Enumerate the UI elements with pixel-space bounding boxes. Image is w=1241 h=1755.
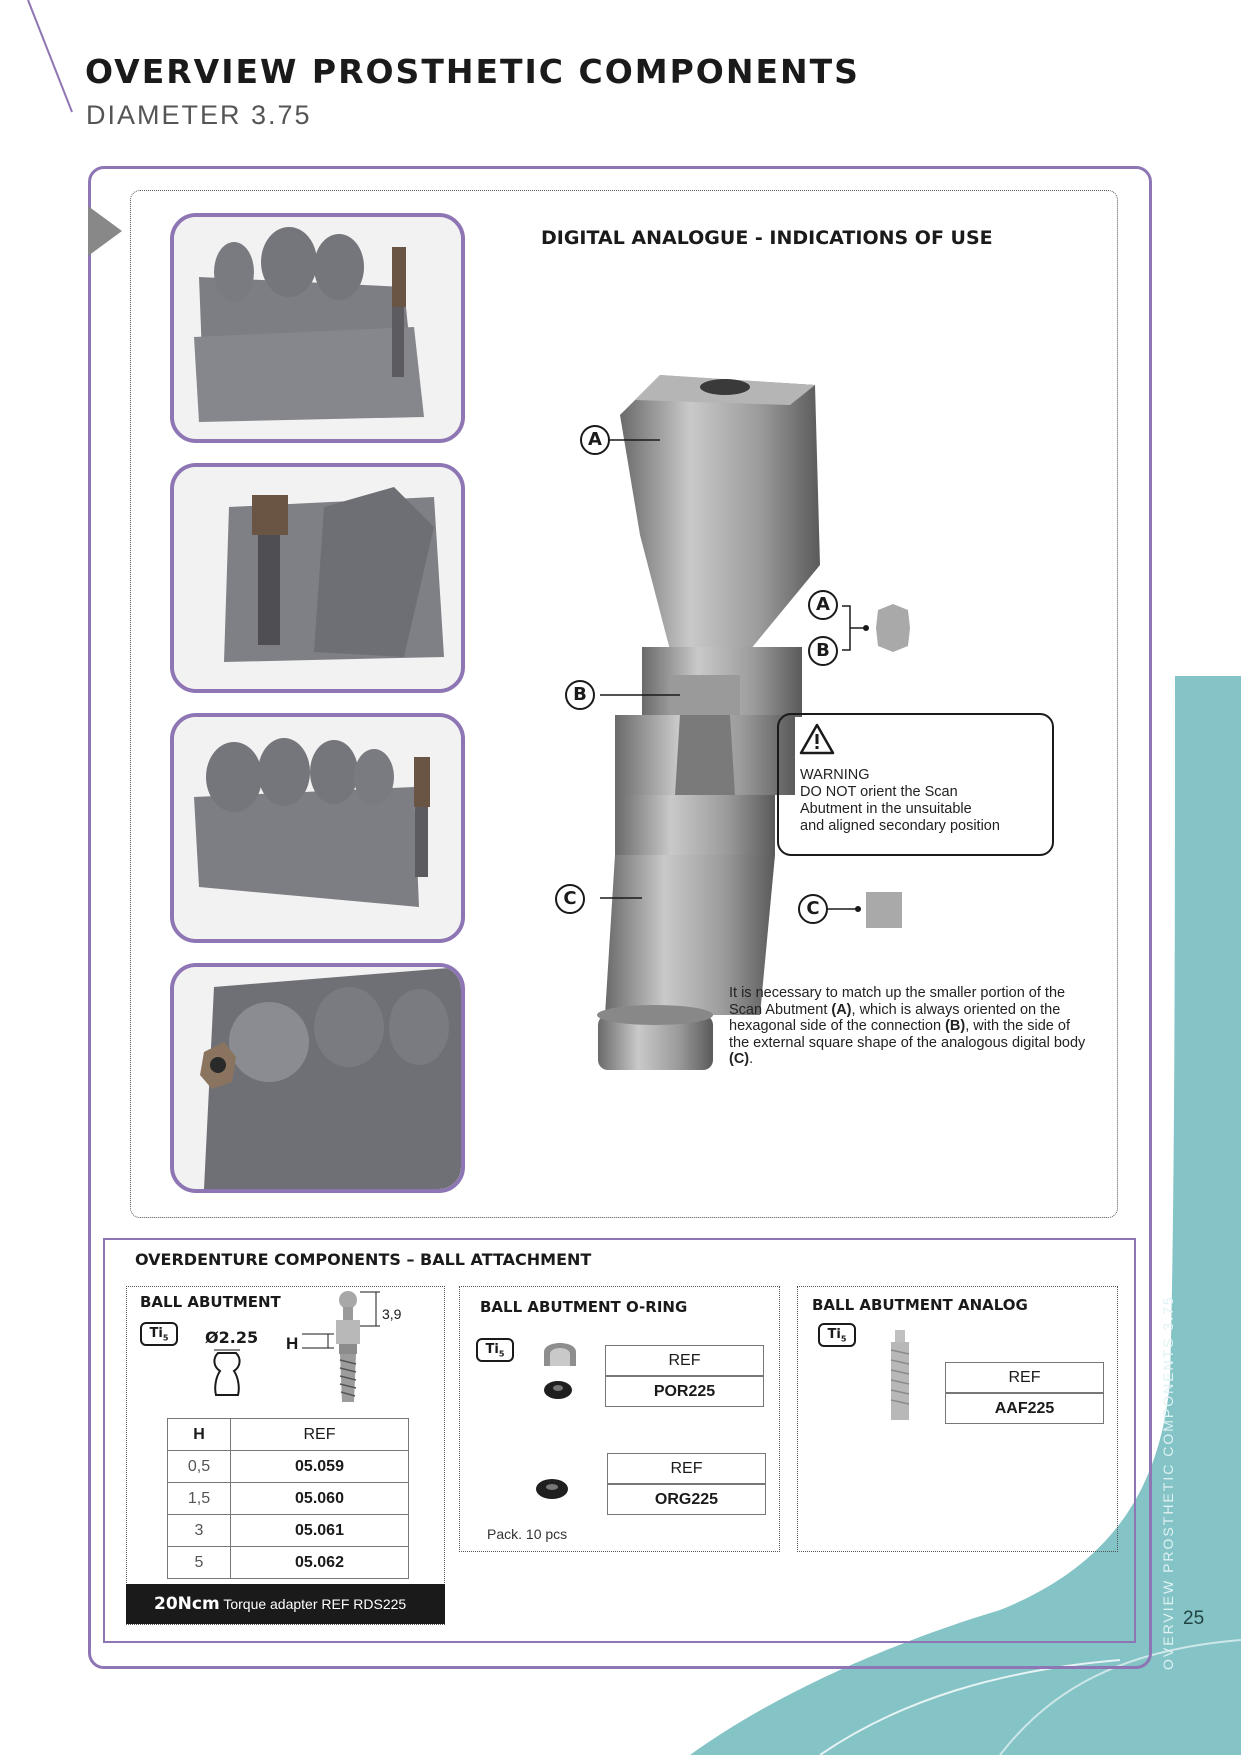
- warning-line: Abutment in the unsuitable: [800, 801, 972, 817]
- analog-title: BALL ABUTMENT ANALOG: [812, 1296, 1028, 1314]
- dimension-label: 3,9: [382, 1306, 402, 1322]
- info-ref-b: (B): [945, 1018, 966, 1034]
- oring-ref-label-2: REF: [607, 1453, 766, 1484]
- material-badge: $Ti_5$: [476, 1338, 514, 1362]
- warning-text: [800, 767, 1000, 835]
- hexagon-connector: [838, 596, 918, 660]
- ball-abutment-title: BALL ABUTMENT: [140, 1293, 281, 1311]
- model-photo-2: [170, 463, 465, 693]
- material-badge: $Ti_5$: [140, 1322, 178, 1346]
- sidebar-section-label: [1160, 1295, 1184, 1670]
- page-number: 25: [1183, 1608, 1205, 1629]
- info-text-part: .: [749, 1051, 754, 1067]
- ball-abutment-illustration: [300, 1290, 420, 1415]
- row-h: 0,5: [168, 1451, 231, 1483]
- warning-line: DO NOT orient the Scan: [800, 784, 958, 800]
- callout-a: A: [580, 425, 610, 455]
- h-label: H: [286, 1334, 299, 1353]
- callout-c: C: [555, 884, 585, 914]
- torque-text: Torque adapter REF RDS225: [223, 1596, 407, 1612]
- header-ref: REF: [231, 1419, 409, 1451]
- sidebar-label-text: OVERVIEW PROSTHETIC COMPONENTS 3.75: [1160, 1295, 1176, 1670]
- info-ref-c: (C): [729, 1051, 750, 1067]
- dental-model-image: [174, 717, 461, 939]
- pack-label: Pack. 10 pcs: [487, 1526, 568, 1542]
- model-photo-1: [170, 213, 465, 443]
- legend-callout-c: C: [798, 894, 828, 924]
- row-h: 1,5: [168, 1483, 231, 1515]
- torque-value: 20Ncm: [154, 1594, 220, 1614]
- info-text-part: , which is always oriented on the hexagonal side of the connection: [729, 1001, 1061, 1034]
- info-text-part: It is necessary to match up the smaller portion of the Scan Abutment: [729, 985, 1066, 1018]
- legend-callout-a: A: [808, 590, 838, 620]
- header-h: H: [168, 1419, 231, 1451]
- analog-ref-label: REF: [945, 1362, 1104, 1393]
- row-ref: 05.061: [231, 1515, 409, 1547]
- model-photo-3: [170, 713, 465, 943]
- oring-icon: [532, 1474, 572, 1504]
- row-ref: 05.062: [231, 1547, 409, 1579]
- legend-callout-b: B: [808, 636, 838, 666]
- row-ref: 05.059: [231, 1451, 409, 1483]
- table-header-row: [168, 1419, 409, 1451]
- overdenture-title: OVERDENTURE COMPONENTS – BALL ATTACHMENT: [135, 1250, 592, 1269]
- square-shape-icon: [828, 890, 908, 930]
- ball-profile-icon: [210, 1347, 246, 1399]
- dental-model-image: [174, 467, 461, 689]
- ball-abutment-table: [167, 1418, 409, 1579]
- arrow-marker-icon: [88, 206, 124, 256]
- info-paragraph: [729, 985, 1089, 1068]
- dental-model-image: [174, 217, 461, 439]
- info-ref-a: (A): [831, 1001, 852, 1018]
- page-title: OVERVIEW PROSTHETIC COMPONENTS: [85, 52, 860, 91]
- table-row: [168, 1547, 409, 1579]
- page-subtitle: DIAMETER 3.75: [86, 100, 312, 130]
- oring-title: BALL ABUTMENT O-RING: [480, 1298, 688, 1316]
- table-row: [168, 1483, 409, 1515]
- oring-ref-1: POR225: [605, 1376, 764, 1407]
- analog-illustration: [885, 1330, 915, 1430]
- warning-line: WARNING: [800, 767, 870, 783]
- row-ref: 05.060: [231, 1483, 409, 1515]
- info-text-part: , with the side of the external square shape of the analogous digital body: [729, 1018, 1086, 1051]
- table-row: [168, 1515, 409, 1547]
- warning-triangle-icon: [799, 723, 835, 755]
- oring-ref-2: ORG225: [607, 1484, 766, 1515]
- row-h: 3: [168, 1515, 231, 1547]
- model-photo-4: [170, 963, 465, 1193]
- torque-bar: [126, 1584, 445, 1624]
- row-h: 5: [168, 1547, 231, 1579]
- diameter-label: Ø2.25: [205, 1328, 259, 1347]
- material-badge: $Ti_5$: [818, 1323, 856, 1347]
- dental-model-image: [174, 967, 461, 1189]
- oring-ref-label-1: REF: [605, 1345, 764, 1376]
- analog-ref: AAF225: [945, 1393, 1104, 1424]
- table-row: [168, 1451, 409, 1483]
- digital-analogue-title: DIGITAL ANALOGUE - INDICATIONS OF USE: [541, 227, 993, 249]
- callout-b: B: [565, 680, 595, 710]
- oring-cap-icon: [540, 1336, 580, 1408]
- warning-line: and aligned secondary position: [800, 818, 1000, 834]
